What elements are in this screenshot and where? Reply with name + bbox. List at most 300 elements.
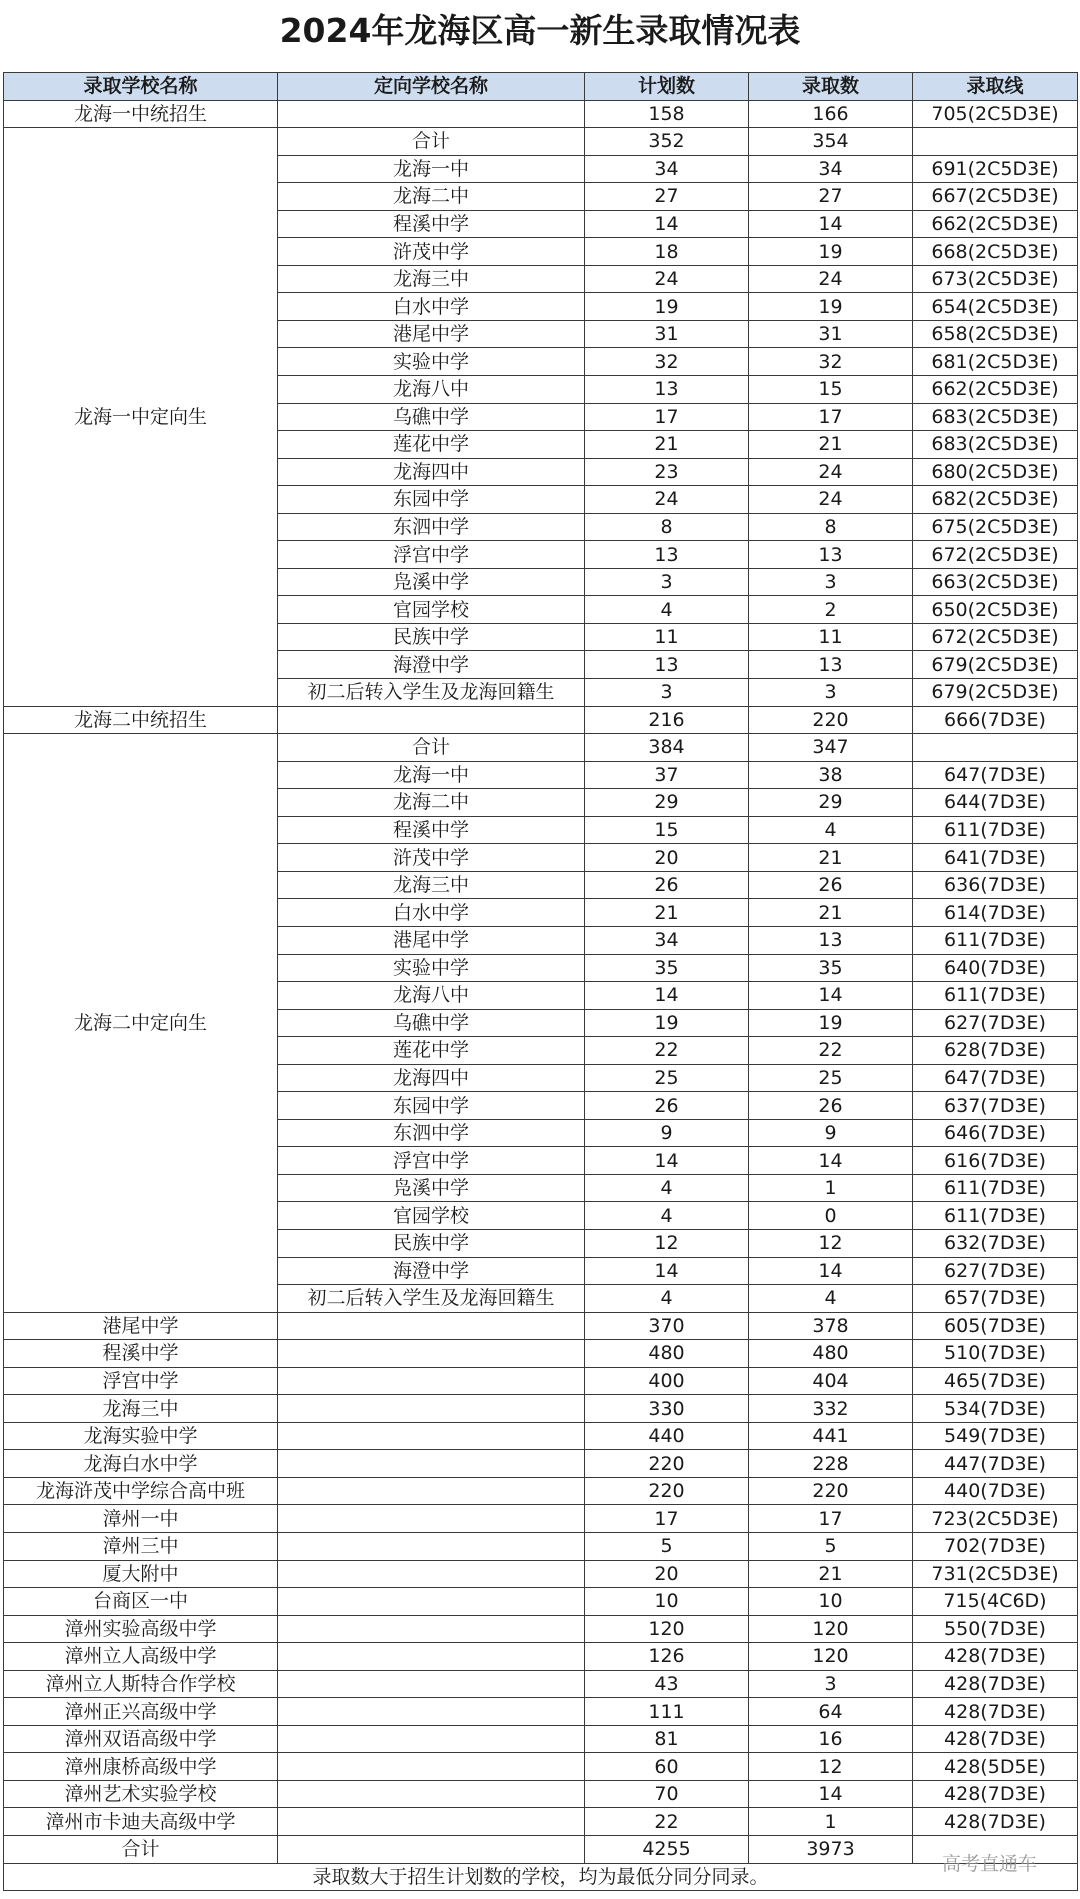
admit-count: 220 [749,706,913,734]
admit-line: 682(2C5D3E) [913,486,1078,514]
total-plan: 4255 [585,1836,749,1864]
plan-count: 31 [585,320,749,348]
admit-line: 662(2C5D3E) [913,376,1078,404]
target-school-name: 实验中学 [278,954,585,982]
admit-line: 681(2C5D3E) [913,348,1078,376]
admit-count: 12 [749,1753,913,1781]
school-name: 漳州康桥高级中学 [4,1753,278,1781]
plan-count: 330 [585,1395,749,1423]
table-row [4,1808,1078,1836]
table-row [4,1588,1078,1616]
plan-count: 9 [585,1119,749,1147]
admit-count: 14 [749,1257,913,1285]
admit-count: 5 [749,1532,913,1560]
school-name: 龙海二中定向生 [4,734,278,1312]
admit-count: 26 [749,871,913,899]
table-row [4,1753,1078,1781]
plan-count: 19 [585,293,749,321]
target-school-name: 民族中学 [278,1229,585,1257]
plan-count: 13 [585,651,749,679]
admit-count: 1 [749,1174,913,1202]
admit-line: 667(2C5D3E) [913,183,1078,211]
target-school-cell [278,1312,585,1340]
plan-count: 14 [585,982,749,1010]
plan-count: 158 [585,100,749,128]
table-row [4,1780,1078,1808]
admit-count: 404 [749,1367,913,1395]
plan-count: 370 [585,1312,749,1340]
target-school-name: 合计 [278,128,585,156]
target-school-cell [278,1725,585,1753]
table-row [4,100,1078,128]
plan-count: 20 [585,844,749,872]
plan-count: 13 [585,541,749,569]
header-plan: 计划数 [585,73,749,101]
admit-count: 21 [749,431,913,459]
plan-count: 22 [585,1808,749,1836]
admit-line: 428(7D3E) [913,1808,1078,1836]
plan-count: 29 [585,789,749,817]
school-name: 漳州正兴高级中学 [4,1698,278,1726]
admit-count: 354 [749,128,913,156]
school-name: 漳州一中 [4,1505,278,1533]
admit-count: 19 [749,293,913,321]
admit-count: 25 [749,1064,913,1092]
school-name: 龙海一中统招生 [4,100,278,128]
plan-count: 11 [585,623,749,651]
total-label: 合计 [4,1836,278,1864]
target-school-cell [278,1780,585,1808]
admit-line: 668(2C5D3E) [913,238,1078,266]
target-school-cell [278,1422,585,1450]
admit-line: 666(7D3E) [913,706,1078,734]
table-body [4,100,1078,1891]
plan-count: 23 [585,458,749,486]
admit-count: 14 [749,1147,913,1175]
plan-count: 10 [585,1588,749,1616]
target-school-name: 海澄中学 [278,651,585,679]
target-school-name: 白水中学 [278,293,585,321]
admit-count: 120 [749,1643,913,1671]
footnote: 录取数大于招生计划数的学校，均为最低分同分同录。 [4,1863,1078,1891]
admit-line: 627(7D3E) [913,1257,1078,1285]
table-row [4,706,1078,734]
plan-count: 14 [585,1147,749,1175]
admit-line: 611(7D3E) [913,1202,1078,1230]
plan-count: 34 [585,155,749,183]
admit-line: 683(2C5D3E) [913,431,1078,459]
target-school-name: 官园学校 [278,596,585,624]
admit-count: 14 [749,1780,913,1808]
table-row [4,1698,1078,1726]
admit-line: 650(2C5D3E) [913,596,1078,624]
plan-count: 4 [585,1202,749,1230]
admit-count: 347 [749,734,913,762]
plan-count: 13 [585,376,749,404]
target-school-cell [278,706,585,734]
admit-line: 640(7D3E) [913,954,1078,982]
admit-count: 31 [749,320,913,348]
target-school-name: 龙海四中 [278,1064,585,1092]
target-school-name: 东园中学 [278,486,585,514]
admit-count: 35 [749,954,913,982]
target-school-name: 莲花中学 [278,431,585,459]
plan-count: 480 [585,1340,749,1368]
admit-line: 636(7D3E) [913,871,1078,899]
target-school-cell [278,100,585,128]
plan-count: 352 [585,128,749,156]
target-school-name: 龙海二中 [278,183,585,211]
header-admit-count: 录取数 [749,73,913,101]
admit-line: 616(7D3E) [913,1147,1078,1175]
admit-count: 24 [749,265,913,293]
admit-line: 702(7D3E) [913,1532,1078,1560]
school-name: 漳州立人高级中学 [4,1643,278,1671]
admit-line: 428(5D5E) [913,1753,1078,1781]
admit-line [913,128,1078,156]
target-school-name: 龙海八中 [278,376,585,404]
admit-line: 680(2C5D3E) [913,458,1078,486]
plan-count: 17 [585,1505,749,1533]
admit-count: 26 [749,1092,913,1120]
table-row [4,1422,1078,1450]
admit-line: 723(2C5D3E) [913,1505,1078,1533]
plan-count: 43 [585,1670,749,1698]
plan-count: 21 [585,431,749,459]
admit-line: 683(2C5D3E) [913,403,1078,431]
admit-count: 21 [749,1560,913,1588]
target-school-name: 乌礁中学 [278,1009,585,1037]
admit-line: 549(7D3E) [913,1422,1078,1450]
admit-count: 3 [749,1670,913,1698]
target-school-name: 莲花中学 [278,1037,585,1065]
plan-count: 24 [585,486,749,514]
target-school-name: 浒茂中学 [278,238,585,266]
admit-count: 22 [749,1037,913,1065]
admit-count: 378 [749,1312,913,1340]
admit-count: 166 [749,100,913,128]
table-row [4,1670,1078,1698]
admit-count: 9 [749,1119,913,1147]
plan-count: 20 [585,1560,749,1588]
admit-count: 17 [749,1505,913,1533]
admit-line: 534(7D3E) [913,1395,1078,1423]
admit-line: 632(7D3E) [913,1229,1078,1257]
plan-count: 220 [585,1450,749,1478]
admit-count: 0 [749,1202,913,1230]
admit-line: 611(7D3E) [913,982,1078,1010]
target-school-name: 东园中学 [278,1092,585,1120]
admit-count: 228 [749,1450,913,1478]
admit-line: 510(7D3E) [913,1340,1078,1368]
plan-count: 400 [585,1367,749,1395]
admit-count: 21 [749,844,913,872]
plan-count: 35 [585,954,749,982]
target-school-name: 程溪中学 [278,210,585,238]
target-school-name: 龙海一中 [278,761,585,789]
admit-count: 19 [749,1009,913,1037]
plan-count: 5 [585,1532,749,1560]
admit-count: 14 [749,210,913,238]
target-school-name: 港尾中学 [278,320,585,348]
admit-count: 2 [749,596,913,624]
school-name: 龙海实验中学 [4,1422,278,1450]
plan-count: 14 [585,210,749,238]
admit-line: 647(7D3E) [913,761,1078,789]
admit-line: 550(7D3E) [913,1615,1078,1643]
admit-count: 10 [749,1588,913,1616]
target-school-name: 东泗中学 [278,513,585,541]
table-row [4,1312,1078,1340]
header-admit-line: 录取线 [913,73,1078,101]
total-row [4,1836,1078,1864]
school-name: 龙海二中统招生 [4,706,278,734]
admit-count: 24 [749,486,913,514]
target-school-cell [278,1698,585,1726]
admit-count: 8 [749,513,913,541]
admit-line: 705(2C5D3E) [913,100,1078,128]
target-school-cell [278,1395,585,1423]
total-admit: 3973 [749,1836,913,1864]
admit-count: 13 [749,926,913,954]
plan-count: 220 [585,1477,749,1505]
target-school-cell [278,1836,585,1864]
admit-count: 38 [749,761,913,789]
admit-count: 12 [749,1229,913,1257]
target-school-name: 浮宫中学 [278,541,585,569]
plan-count: 440 [585,1422,749,1450]
admit-line: 644(7D3E) [913,789,1078,817]
admit-line: 663(2C5D3E) [913,568,1078,596]
target-school-name: 龙海三中 [278,871,585,899]
plan-count: 18 [585,238,749,266]
table-row [4,1532,1078,1560]
admit-count: 13 [749,541,913,569]
admit-line: 672(2C5D3E) [913,541,1078,569]
target-school-name: 初二后转入学生及龙海回籍生 [278,1285,585,1313]
target-school-name: 龙海八中 [278,982,585,1010]
school-name: 龙海白水中学 [4,1450,278,1478]
admit-count: 21 [749,899,913,927]
plan-count: 24 [585,265,749,293]
table-row [4,1615,1078,1643]
target-school-name: 凫溪中学 [278,1174,585,1202]
table-row [4,734,1078,762]
plan-count: 4 [585,596,749,624]
admit-line: 679(2C5D3E) [913,651,1078,679]
target-school-name: 民族中学 [278,623,585,651]
target-school-cell [278,1532,585,1560]
admit-line: 675(2C5D3E) [913,513,1078,541]
school-name: 龙海一中定向生 [4,128,278,706]
target-school-cell [278,1367,585,1395]
admit-count: 17 [749,403,913,431]
admit-line: 646(7D3E) [913,1119,1078,1147]
admit-count: 332 [749,1395,913,1423]
target-school-name: 龙海三中 [278,265,585,293]
target-school-name: 程溪中学 [278,816,585,844]
admit-count: 14 [749,982,913,1010]
plan-count: 384 [585,734,749,762]
school-name: 漳州双语高级中学 [4,1725,278,1753]
table-row [4,1505,1078,1533]
table-row [4,1560,1078,1588]
admit-line: 465(7D3E) [913,1367,1078,1395]
plan-count: 81 [585,1725,749,1753]
admit-line: 715(4C6D) [913,1588,1078,1616]
admit-count: 4 [749,1285,913,1313]
admit-count: 19 [749,238,913,266]
admit-line: 611(7D3E) [913,926,1078,954]
admit-count: 441 [749,1422,913,1450]
admit-line [913,734,1078,762]
admission-table [3,72,1078,1891]
school-name: 程溪中学 [4,1340,278,1368]
target-school-cell [278,1615,585,1643]
admit-count: 64 [749,1698,913,1726]
table-row [4,1450,1078,1478]
admit-line: 428(7D3E) [913,1698,1078,1726]
plan-count: 12 [585,1229,749,1257]
plan-count: 14 [585,1257,749,1285]
admit-count: 11 [749,623,913,651]
target-school-cell [278,1808,585,1836]
target-school-cell [278,1588,585,1616]
target-school-cell [278,1560,585,1588]
plan-count: 19 [585,1009,749,1037]
header-target-school: 定向学校名称 [278,73,585,101]
target-school-name: 实验中学 [278,348,585,376]
school-name: 漳州三中 [4,1532,278,1560]
school-name: 漳州实验高级中学 [4,1615,278,1643]
admit-count: 1 [749,1808,913,1836]
watermark: 高考直通车 [942,1853,1038,1875]
admit-line: 428(7D3E) [913,1780,1078,1808]
admit-count: 24 [749,458,913,486]
admit-line: 673(2C5D3E) [913,265,1078,293]
admit-line: 672(2C5D3E) [913,623,1078,651]
table-row [4,1725,1078,1753]
header-admit-school: 录取学校名称 [4,73,278,101]
admit-count: 15 [749,376,913,404]
plan-count: 111 [585,1698,749,1726]
plan-count: 22 [585,1037,749,1065]
plan-count: 37 [585,761,749,789]
admit-line: 654(2C5D3E) [913,293,1078,321]
admit-count: 13 [749,651,913,679]
plan-count: 8 [585,513,749,541]
plan-count: 26 [585,871,749,899]
plan-count: 4 [585,1285,749,1313]
admit-count: 3 [749,679,913,707]
admit-line: 662(2C5D3E) [913,210,1078,238]
admit-line: 614(7D3E) [913,899,1078,927]
plan-count: 120 [585,1615,749,1643]
target-school-cell [278,1477,585,1505]
table-row [4,1643,1078,1671]
admit-line: 679(2C5D3E) [913,679,1078,707]
table-row [4,1395,1078,1423]
admit-count: 27 [749,183,913,211]
target-school-name: 白水中学 [278,899,585,927]
admit-count: 32 [749,348,913,376]
admit-line: 657(7D3E) [913,1285,1078,1313]
target-school-name: 龙海二中 [278,789,585,817]
target-school-name: 海澄中学 [278,1257,585,1285]
page-title: 2024年龙海区高一新生录取情况表 [279,11,801,50]
admit-count: 34 [749,155,913,183]
admit-line: 605(7D3E) [913,1312,1078,1340]
target-school-cell [278,1450,585,1478]
plan-count: 26 [585,1092,749,1120]
note-row [4,1863,1078,1891]
target-school-cell [278,1505,585,1533]
target-school-cell [278,1643,585,1671]
school-name: 浮宫中学 [4,1367,278,1395]
table-row [4,1340,1078,1368]
admit-line: 611(7D3E) [913,816,1078,844]
plan-count: 70 [585,1780,749,1808]
target-school-name: 合计 [278,734,585,762]
plan-count: 25 [585,1064,749,1092]
school-name: 港尾中学 [4,1312,278,1340]
plan-count: 34 [585,926,749,954]
admit-line: 647(7D3E) [913,1064,1078,1092]
admit-count: 29 [749,789,913,817]
plan-count: 21 [585,899,749,927]
admit-line: 447(7D3E) [913,1450,1078,1478]
plan-count: 4 [585,1174,749,1202]
admit-count: 16 [749,1725,913,1753]
admit-line: 428(7D3E) [913,1725,1078,1753]
admit-count: 4 [749,816,913,844]
school-name: 龙海三中 [4,1395,278,1423]
target-school-name: 龙海一中 [278,155,585,183]
target-school-name: 港尾中学 [278,926,585,954]
admit-line: 691(2C5D3E) [913,155,1078,183]
admit-line: 440(7D3E) [913,1477,1078,1505]
admit-count: 120 [749,1615,913,1643]
plan-count: 3 [585,568,749,596]
admit-line: 637(7D3E) [913,1092,1078,1120]
target-school-name: 东泗中学 [278,1119,585,1147]
target-school-cell [278,1670,585,1698]
admit-line: 641(7D3E) [913,844,1078,872]
target-school-name: 浮宫中学 [278,1147,585,1175]
admit-line: 428(7D3E) [913,1670,1078,1698]
school-name: 漳州立人斯特合作学校 [4,1670,278,1698]
target-school-name: 乌礁中学 [278,403,585,431]
admit-line: 428(7D3E) [913,1643,1078,1671]
admit-line: 731(2C5D3E) [913,1560,1078,1588]
admit-line: 627(7D3E) [913,1009,1078,1037]
target-school-name: 浒茂中学 [278,844,585,872]
admit-line: 611(7D3E) [913,1174,1078,1202]
target-school-name: 龙海四中 [278,458,585,486]
school-name: 台商区一中 [4,1588,278,1616]
admit-line: 628(7D3E) [913,1037,1078,1065]
school-name: 厦大附中 [4,1560,278,1588]
target-school-name: 初二后转入学生及龙海回籍生 [278,679,585,707]
target-school-name: 官园学校 [278,1202,585,1230]
plan-count: 15 [585,816,749,844]
school-name: 龙海浒茂中学综合高中班 [4,1477,278,1505]
admit-count: 3 [749,568,913,596]
plan-count: 17 [585,403,749,431]
table-row [4,1367,1078,1395]
school-name: 漳州艺术实验学校 [4,1780,278,1808]
table-row [4,1477,1078,1505]
